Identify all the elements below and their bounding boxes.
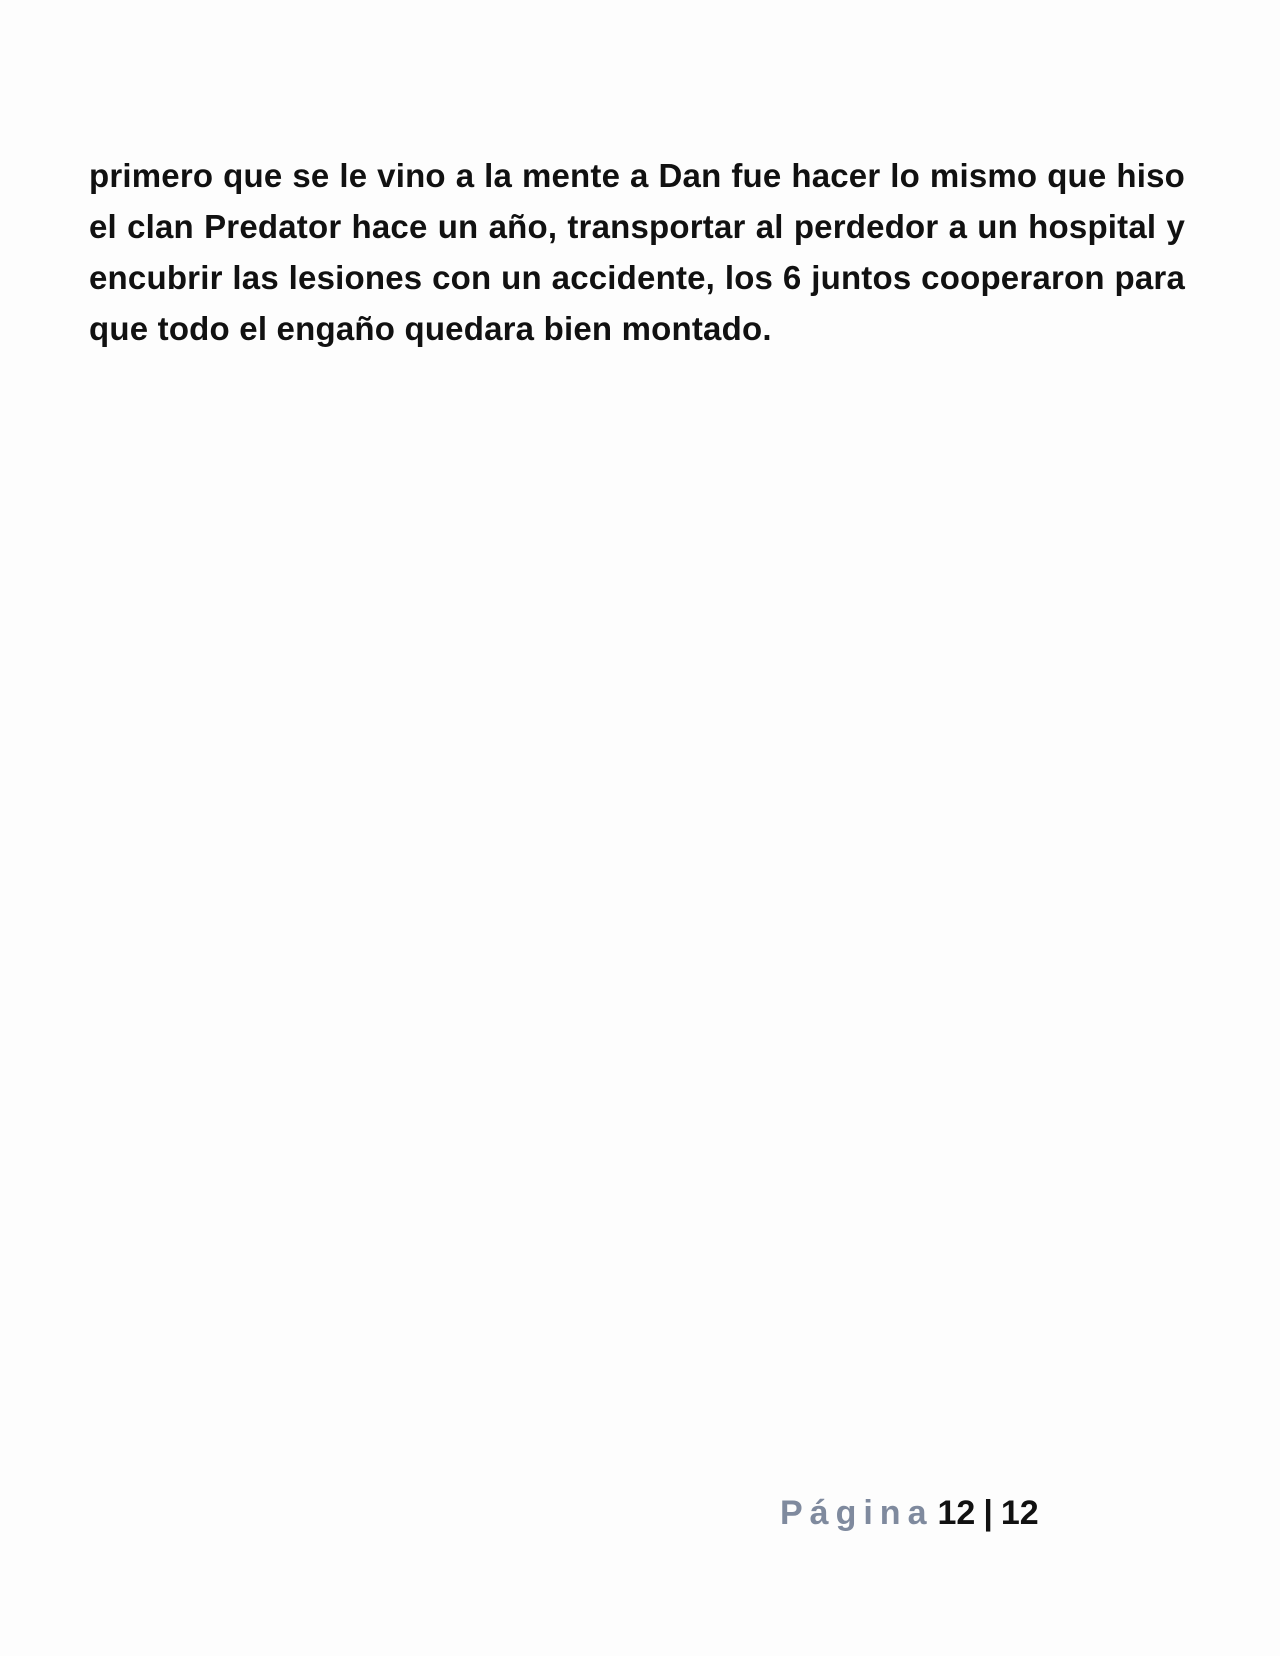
page-footer [780,1488,1039,1538]
total-pages: 12 [1000,1494,1039,1532]
body-paragraph: primero que se le vino a la mente a Dan fue hacer lo mismo que hiso el clan Predator hace un año, transportar al perdedor a un hospital y encubrir las lesiones con un accidente, los 6 juntos cooperaron para que todo el engaño quedara bien montado. [89,157,1185,347]
page-number: 12 [937,1494,976,1532]
page-separator: | [983,1494,993,1532]
page-label: Página [780,1494,934,1532]
